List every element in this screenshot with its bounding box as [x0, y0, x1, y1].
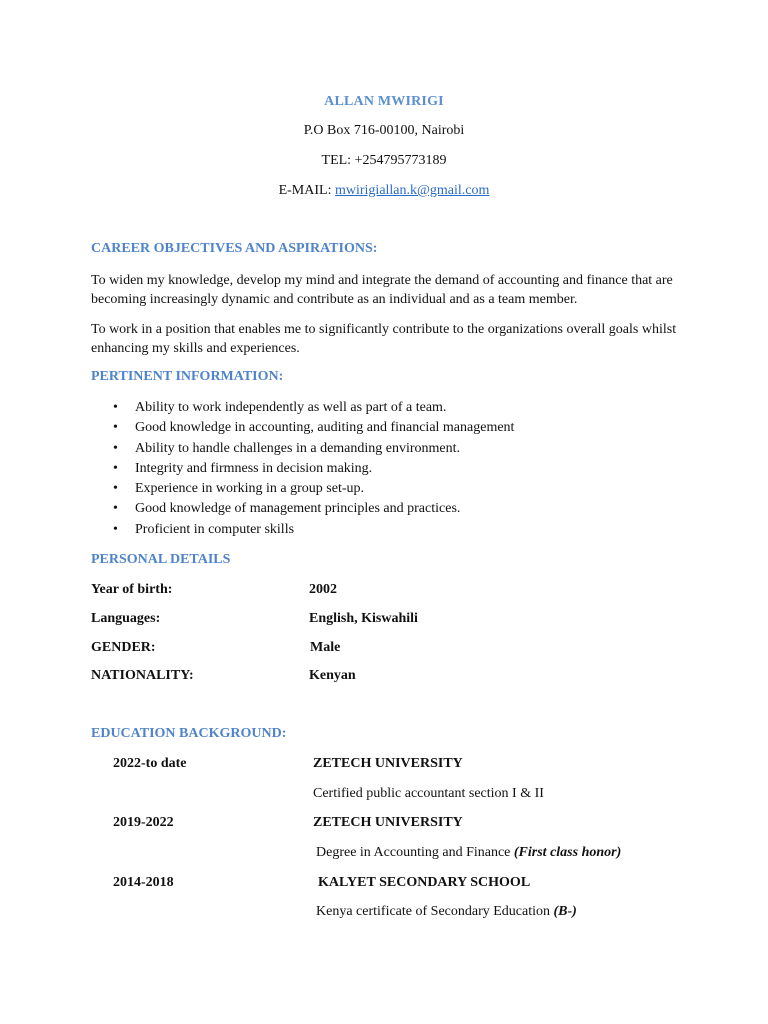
education-qualification: Kenya certificate of Secondary Education	[316, 904, 554, 919]
objective-paragraph-1: To widen my knowledge, develop my mind and integrate the demand of accounting and finance that are becoming increasingly dynamic and contribute as an individual and as a team member.	[91, 273, 673, 307]
personal-details-heading: PERSONAL DETAILS	[91, 552, 231, 567]
education-note: (B-)	[553, 904, 577, 919]
email-line	[0, 183, 768, 199]
list-item: • Proficient in computer skills	[113, 520, 514, 540]
list-item: • Experience in working in a group set-up.	[113, 479, 514, 499]
education-qualification: Degree in Accounting and Finance	[316, 845, 514, 860]
objective-paragraph-2: To work in a position that enables me to significantly contribute to the organizations overall goals whilst enhancing my skills and experiences.	[91, 322, 677, 356]
gender-value: Male	[310, 640, 341, 655]
list-item: • Ability to handle challenges in a demanding environment.	[113, 439, 514, 459]
education-years: 2019-2022	[113, 815, 174, 830]
education-school: ZETECH UNIVERSITY	[313, 756, 463, 771]
education-years: 2022-to date	[113, 756, 187, 771]
nationality-label: NATIONALITY:	[91, 668, 194, 683]
education-detail	[316, 845, 621, 861]
email-link[interactable]: mwirigiallan.k@gmail.com	[334, 183, 490, 198]
pertinent-list	[113, 398, 514, 540]
education-detail	[313, 786, 544, 802]
education-note: (First class honor)	[513, 845, 622, 860]
year-of-birth-label: Year of birth:	[91, 582, 173, 597]
nationality-value: Kenyan	[309, 668, 356, 683]
gender-label: GENDER:	[91, 640, 156, 655]
education-years: 2014-2018	[113, 875, 174, 890]
applicant-name: ALLAN MWIRIGI	[324, 94, 444, 109]
list-item: • Ability to work independently as well as part of a team.	[113, 398, 514, 418]
education-qualification: Certified public accountant section I & II	[313, 786, 544, 801]
education-school: ZETECH UNIVERSITY	[313, 815, 463, 830]
education-detail	[316, 904, 577, 920]
languages-value: English, Kiswahili	[309, 611, 418, 626]
languages-label: Languages:	[91, 611, 161, 626]
pertinent-information-heading: PERTINENT INFORMATION:	[91, 369, 284, 384]
postal-address: P.O Box 716-00100, Nairobi	[303, 123, 465, 138]
list-item: • Good knowledge in accounting, auditing and financial management	[113, 418, 514, 438]
year-of-birth-value: 2002	[309, 582, 337, 597]
email-label: E-MAIL:	[278, 183, 335, 198]
list-item: • Good knowledge of management principles and practices.	[113, 499, 514, 519]
career-objectives-heading: CAREER OBJECTIVES AND ASPIRATIONS:	[91, 241, 378, 256]
education-school: KALYET SECONDARY SCHOOL	[318, 875, 531, 890]
list-item: • Integrity and firmness in decision making.	[113, 459, 514, 479]
education-background-heading: EDUCATION BACKGROUND:	[91, 726, 287, 741]
telephone: TEL: +254795773189	[321, 153, 447, 168]
